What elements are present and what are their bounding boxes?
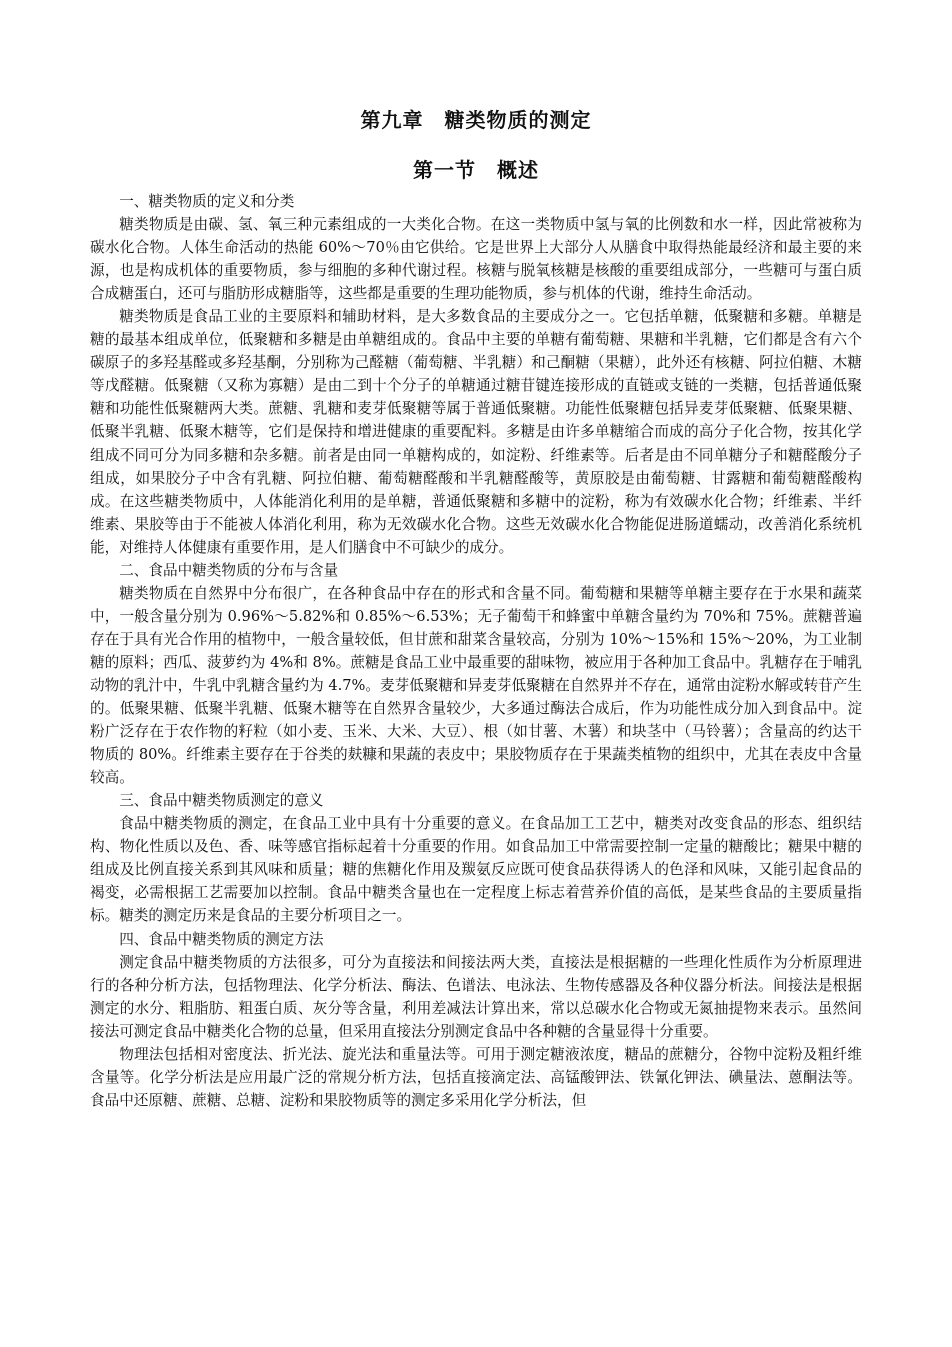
document-page (90, 0, 862, 1347)
subsection-heading: 二、食品中糖类物质的分布与含量 (119, 561, 339, 579)
body-text (90, 190, 862, 1112)
paragraph: 糖类物质在自然界中分布很广，在各种食品中存在的形式和含量不同。葡萄糖和果糖等单糖主要存在于水果和蔬菜中，一般含量分别为 0.96%～5.82%和 0.85%～6.53%；无子葡萄干和蜂蜜中单糖含量约为 70%和 75%。蔗糖普遍存在于具有光合作用的植物中，一般含量较低，但甘蔗和甜菜含量较高，分别为 10%～15%和 15%～20%，为工业制糖的原料；西瓜、菠萝约为 4%和 8%。蔗糖是食品工业中最重要的甜味物，被应用于各种加工食品中。乳糖存在于哺乳动物的乳汁中，牛乳中乳糖含量约为 4.7%。麦芽低聚糖和异麦芽低聚糖在自然界并不存在，通常由淀粉水解或转苷产生的。低聚果糖、低聚半乳糖、低聚木糖等在自然界含量较少，大多通过酶法合成后，作为功能性成分加入到食品中。淀粉广泛存在于农作物的籽粒（如小麦、玉米、大米、大豆）、根（如甘薯、木薯）和块茎中（马铃薯）；含量高的约达干物质的 80%。纤维素主要存在于谷类的麸糠和果蔬的表皮中；果胶物质存在于果蔬类植物的组织中，尤其在表皮中含量较高。 (90, 584, 862, 787)
chapter-title: 第九章 糖类物质的测定 (360, 108, 592, 132)
section-title: 第一节 概述 (413, 158, 539, 182)
paragraph: 食品中糖类物质的测定，在食品工业中具有十分重要的意义。在食品加工工艺中，糖类对改变食品的形态、组织结构、物化性质以及色、香、味等感官指标起着十分重要的作用。如食品加工中常需要控制一定量的糖酸比；糖果中糖的组成及比例直接关系到其风味和质量；糖的焦糖化作用及羰氨反应既可使食品获得诱人的色泽和风味，又能引起食品的褐变，必需根据工艺需要加以控制。食品中糖类含量也在一定程度上标志着营养价值的高低，是某些食品的主要质量指标。糖类的测定历来是食品的主要分析项目之一。 (90, 815, 862, 925)
paragraph: 糖类物质是由碳、氢、氧三种元素组成的一大类化合物。在这一类物质中氢与氧的比例数和水一样，因此常被称为碳水化合物。人体生命活动的热能 60%～70％由它供给。它是世界上大部分人从膳食中取得热能最经济和最主要的来源，也是构成机体的重要物质，参与细胞的多种代谢过程。核糖与脱氧核糖是核酸的重要组成部分，一些糖可与蛋白质合成糖蛋白，还可与脂肪形成糖脂等，这些都是重要的生理功能物质，参与机体的代谢，维持生命活动。 (90, 216, 862, 303)
paragraph: 糖类物质是食品工业的主要原料和辅助材料，是大多数食品的主要成分之一。它包括单糖，低聚糖和多糖。单糖是糖的最基本组成单位，低聚糖和多糖是由单糖组成的。食品中主要的单糖有葡萄糖、果糖和半乳糖，它们都是含有六个碳原子的多羟基醛或多羟基酮，分别称为己醛糖（葡萄糖、半乳糖）和己酮糖（果糖），此外还有核糖、阿拉伯糖、木糖等戊醛糖。低聚糖（又称为寡糖）是由二到十个分子的单糖通过糖苷键连接形成的直链或支链的一类糖，包括普通低聚糖和功能性低聚糖两大类。蔗糖、乳糖和麦芽低聚糖等属于普通低聚糖。功能性低聚糖包括异麦芽低聚糖、低聚果糖、低聚半乳糖、低聚木糖等，它们是保持和增进健康的重要配料。多糖是由许多单糖缩合而成的高分子化合物，按其化学组成不同可分为同多糖和杂多糖。前者是由同一单糖构成的，如淀粉、纤维素等。后者是由不同单糖分子和糖醛酸分子组成，如果胶分子中含有乳糖、阿拉伯糖、葡萄糖醛酸和半乳糖醛酸等，黄原胶是由葡萄糖、甘露糖和葡萄糖醛酸构成。在这些糖类物质中，人体能消化利用的是单糖，普通低聚糖和多糖中的淀粉，称为有效碳水化合物；纤维素、半纤维素、果胶等由于不能被人体消化利用，称为无效碳水化合物。这些无效碳水化合物能促进肠道蠕动，改善消化系统机能，对维持人体健康有重要作用，是人们膳食中不可缺少的成分。 (90, 308, 862, 556)
paragraph: 测定食品中糖类物质的方法很多，可分为直接法和间接法两大类，直接法是根据糖的一些理化性质作为分析原理进行的各种分析方法，包括物理法、化学分析法、酶法、色谱法、电泳法、生物传感器及各种仪器分析法。间接法是根据测定的水分、粗脂肪、粗蛋白质、灰分等含量，利用差减法计算出来，常以总碳水化合物或无氮抽提物来表示。虽然间接法可测定食品中糖类化合物的总量，但采用直接法分别测定食品中各种糖的含量显得十分重要。 (90, 953, 862, 1040)
subsection-heading: 三、食品中糖类物质测定的意义 (119, 792, 324, 810)
subsection-heading: 四、食品中糖类物质的测定方法 (119, 930, 324, 948)
paragraph: 物理法包括相对密度法、折光法、旋光法和重量法等。可用于测定糖液浓度，糖品的蔗糖分，谷物中淀粉及粗纤维含量等。化学分析法是应用最广泛的常规分析方法，包括直接滴定法、高锰酸钾法、铁氰化钾法、碘量法、蒽酮法等。食品中还原糖、蔗糖、总糖、淀粉和果胶物质等的测定多采用化学分析法，但 (90, 1045, 862, 1109)
subsection-heading: 一、糖类物质的定义和分类 (119, 193, 295, 210)
